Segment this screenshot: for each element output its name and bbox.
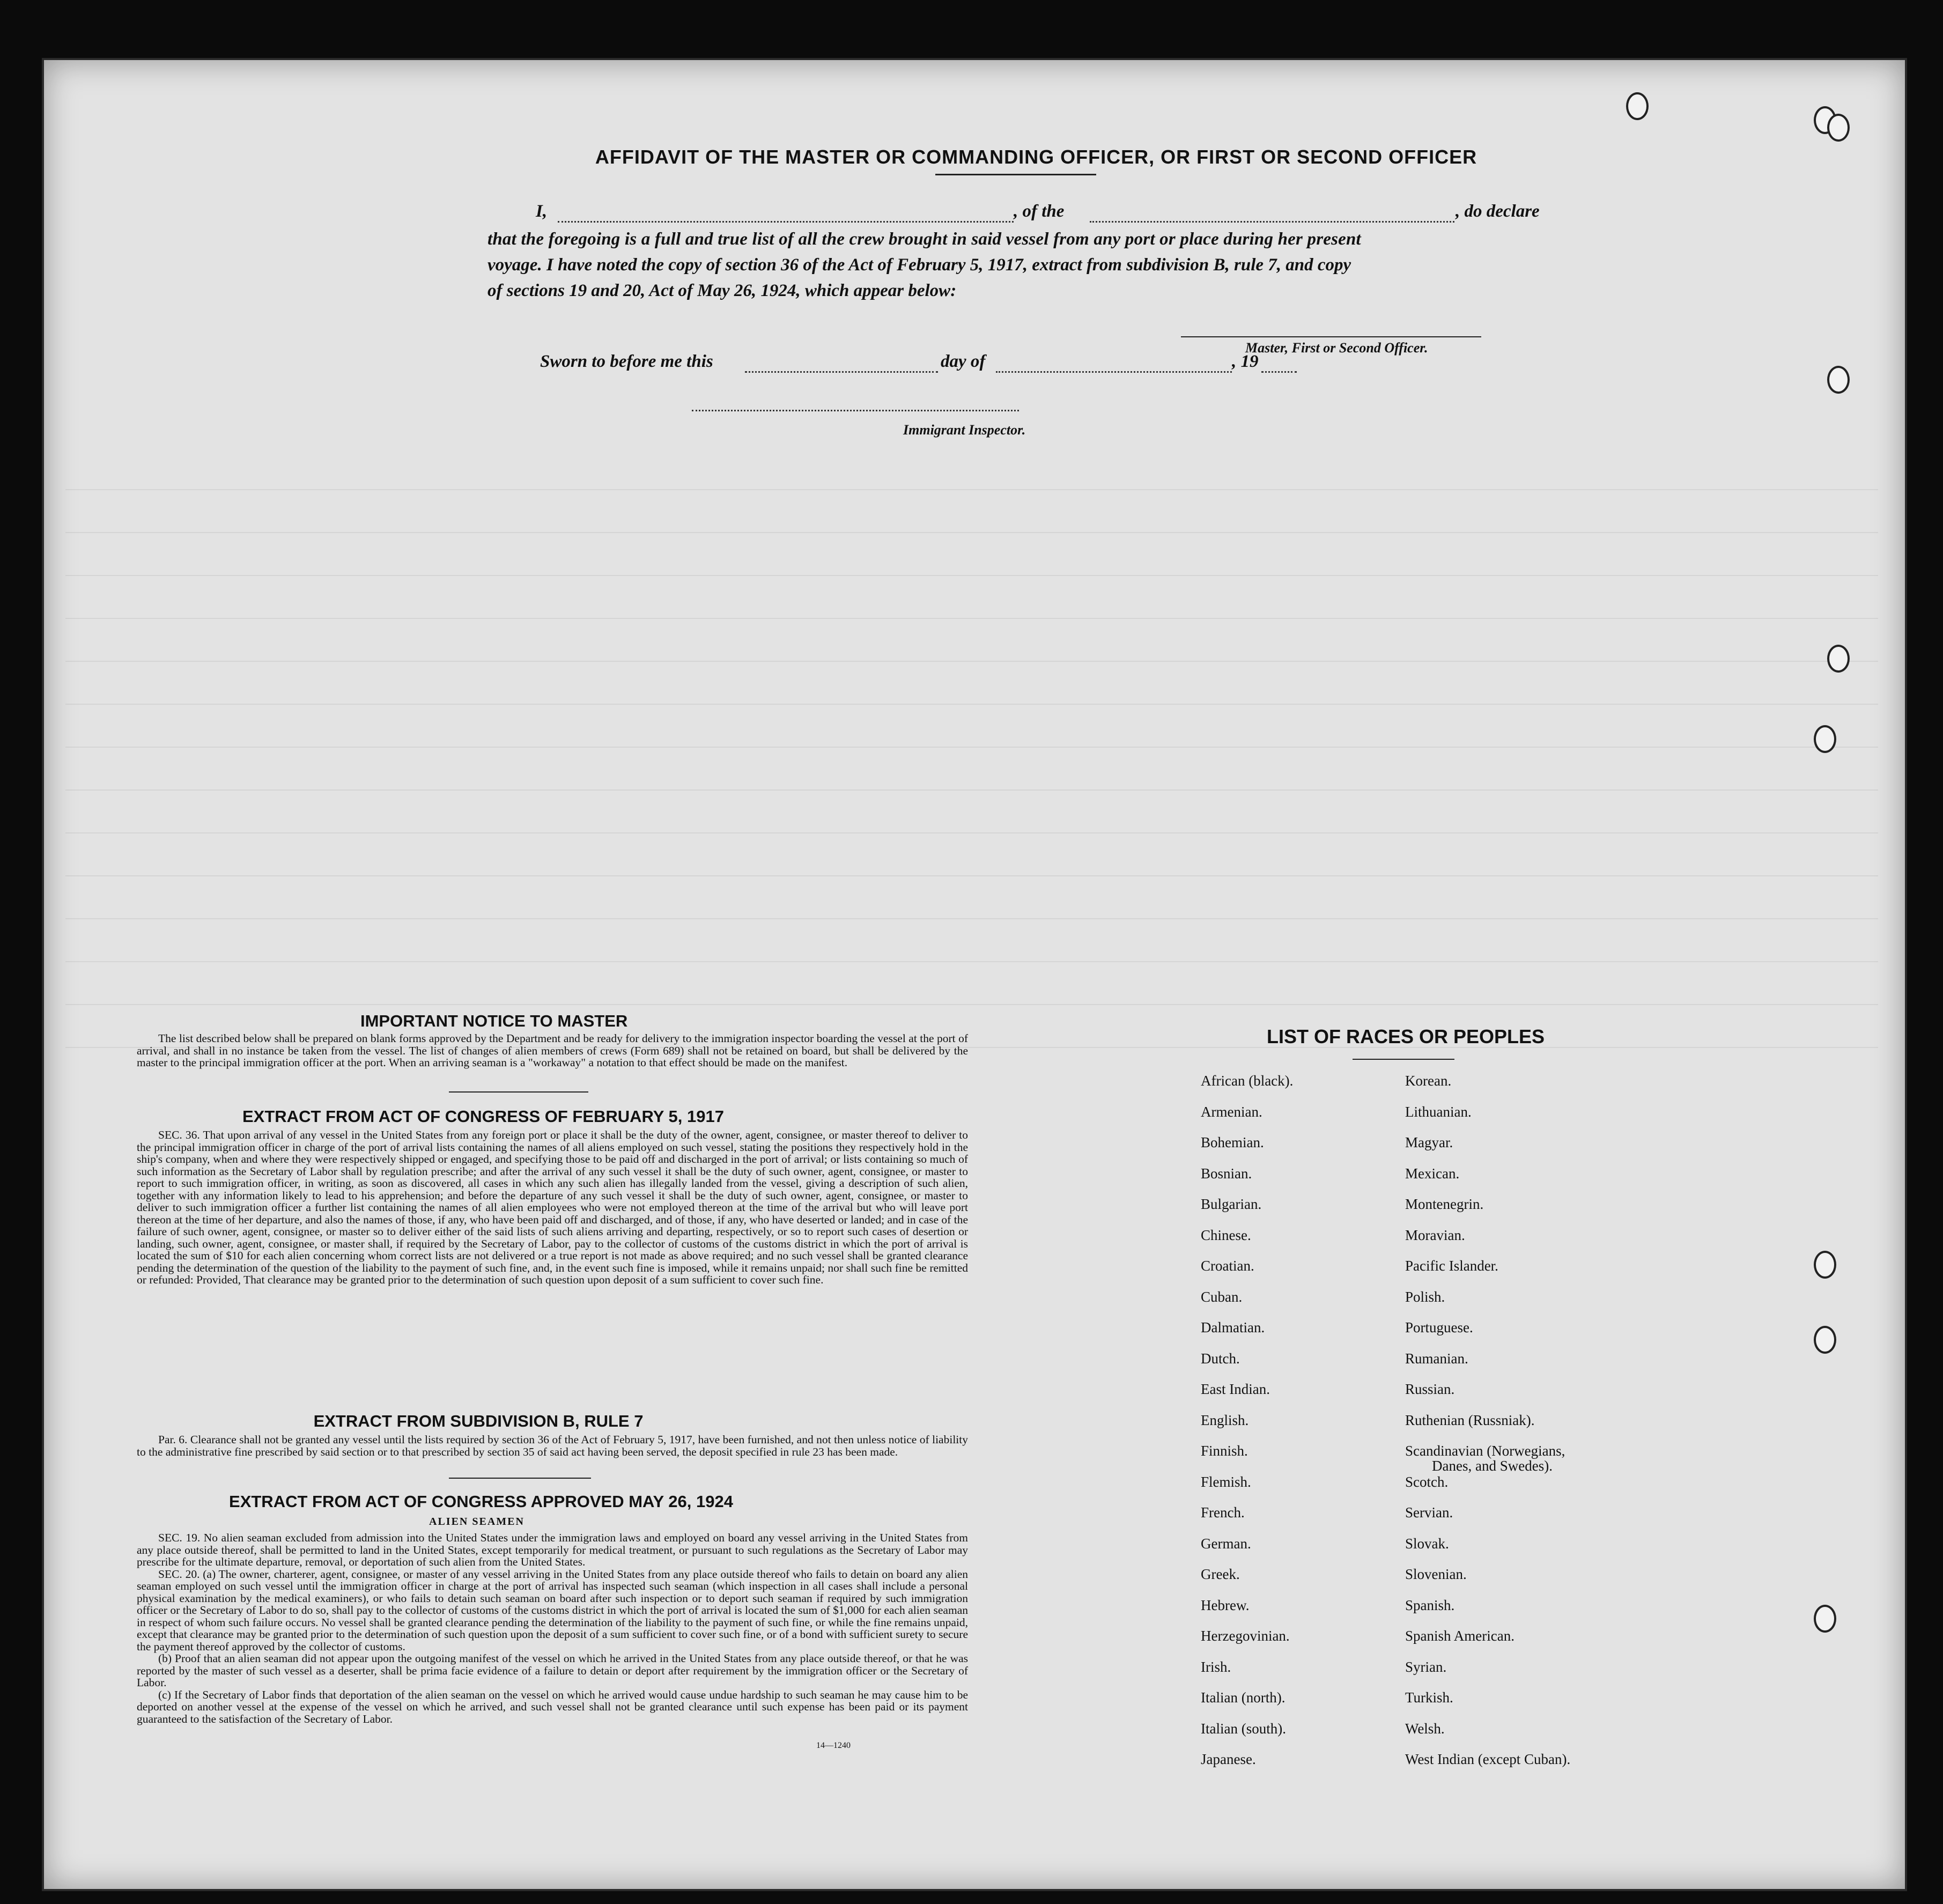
rule7-title: EXTRACT FROM SUBDIVISION B, RULE 7 [313,1412,644,1430]
affidavit-line-1-i: I, [536,202,548,221]
punch-hole [1814,1251,1836,1279]
document-page [42,58,1907,1891]
rule7-text [137,1434,968,1458]
race-item: Slovenian. [1405,1566,1467,1582]
race-item: Montenegrin. [1405,1196,1484,1212]
race-item: East Indian. [1201,1381,1270,1397]
race-item: Korean. [1405,1073,1452,1089]
races-left-column [1201,1073,1293,1782]
section-rule [449,1478,591,1479]
race-item: French. [1201,1504,1245,1521]
vessel-blank[interactable] [1090,221,1454,223]
affidavit-line-1-declare: , do declare [1456,202,1540,221]
race-item: Bosnian. [1201,1165,1252,1182]
race-item: Spanish. [1405,1597,1455,1613]
race-item: Portuguese. [1405,1319,1473,1335]
race-item: Herzegovinian. [1201,1628,1290,1644]
race-item: Turkish. [1405,1689,1453,1706]
punch-hole [1827,366,1850,394]
race-item: Servian. [1405,1504,1453,1521]
affidavit-title: AFFIDAVIT OF THE MASTER OR COMMANDING OFFICER, OR FIRST OR SECOND OFFICER [595,146,1477,168]
signature-line[interactable] [1181,336,1481,337]
extract-1924-title: EXTRACT FROM ACT OF CONGRESS APPROVED MAY 26, 1924 [229,1492,733,1511]
race-item: Slovak. [1405,1535,1449,1552]
race-item: Hebrew. [1201,1597,1250,1613]
race-item: Lithuanian. [1405,1103,1472,1120]
sec36-paragraph: SEC. 36. That upon arrival of any vessel in the United States from any foreign port or place it shall be the duty of the owner, agent, consignee, or master thereof to deliver to the principal immigration officer in charge of the port of arrival lists containing the names of all aliens employed on such vessel, stating the positions they respectively hold in the ship's company, when and where they were respectively shipped or engaged, and specifying those to be paid off and discharged in the port of arrival; or lists containing so much of such information as the Secretary of Labor shall by regulation prescribe; and after the arrival of any such vessel it shall be the duty of such owner, agent, consignee, or master to report to such immigration officer, in writing, as soon as discovered, all cases in which any such alien has illegally landed from the vessel, giving a description of such alien, together with any information likely to lead to his apprehension; and before the departure of any such vessel it shall be the duty of such owner, agent, consignee, or master to deliver to such immigration officer a further list containing the names of all alien employees who were not employed thereon at the time of the arrival but who will leave port thereon at the time of her departure, and also the names of those, if any, who have been paid off and discharged, and of those, if any, who have deserted or landed; and in case of the failure of such owner, agent, consignee, or master so to deliver either of the said lists of such aliens arriving and departing, respectively, or so to report such cases of desertion or landing, such owner, agent, consignee, or master shall, if required by the Secretary of Labor, pay to the collector of customs of the customs district in which the port of arrival is located the sum of $10 for each alien concerning whom correct lists are not delivered or a true report is not made as above required; and no such vessel shall be granted clearance pending the determination of the question of the liability to the payment of such fine, and, in the event such fine is imposed, while it remains unpaid; nor shall such fine be remitted or refunded: Provided, That clearance may be granted prior to the determination of such question upon deposit of a sum sufficient to cover such fine. [137,1128,968,1286]
race-item: Scotch. [1405,1473,1449,1490]
sworn-year-blank[interactable] [1261,371,1297,373]
notice-paragraph: The list described below shall be prepared on blank forms approved by the Department and be ready for delivery to the immigration inspector boarding the vessel at the port of arrival, and shall in no instance be taken from the vessel. The list of changes of alien members of crews (Form 689) shall not be retained on board, but shall be delivered by the master to the principal immigration officer at the port. When an arriving seaman is a "workaway" a notation to that effect should be made on the manifest. [137,1032,968,1069]
punch-hole [1626,92,1649,120]
race-item: Ruthenian (Russniak). [1405,1412,1535,1428]
race-item: Syrian. [1405,1658,1447,1675]
punch-hole [1827,114,1850,142]
inspector-label: Immigrant Inspector. [903,422,1026,438]
affidavit-line-4: of sections 19 and 20, Act of May 26, 1924, which appear below: [487,281,957,300]
races-title-rule [1353,1059,1454,1060]
extract-1917-text [137,1129,968,1286]
punch-hole [1827,645,1850,673]
race-item: Japanese. [1201,1751,1256,1767]
race-item: West Indian (except Cuban). [1405,1751,1571,1767]
race-item: Russian. [1405,1381,1455,1397]
race-item: Danes, and Swedes). [1432,1458,1553,1474]
title-rule [935,174,1096,175]
race-item: Greek. [1201,1566,1240,1582]
section-rule [449,1091,588,1093]
race-item: Italian (south). [1201,1720,1286,1737]
inspector-signature-line[interactable] [692,410,1019,411]
race-item: Flemish. [1201,1473,1251,1490]
race-item: Scandinavian (Norwegians, [1405,1443,1565,1459]
punch-hole [1814,725,1836,753]
affidavit-line-1-of-the: , of the [1014,202,1065,221]
race-item: Finnish. [1201,1443,1248,1459]
rule7-paragraph: Par. 6. Clearance shall not be granted any vessel until the lists required by section 36 of the Act of February 5, 1917, have been furnished, and not then unless notice of liability to the administrative fine prescribed by said section or to that prescribed by section 35 of said act having been served, the deposit specified in rule 23 has been made. [137,1433,968,1458]
race-item: Dalmatian. [1201,1319,1265,1335]
race-item: Bohemian. [1201,1134,1264,1150]
race-item: Moravian. [1405,1227,1465,1243]
sworn-date-blank[interactable] [745,371,938,373]
punch-hole [1814,1326,1836,1354]
sworn-day-of: day of [941,352,986,371]
sworn-prefix: Sworn to before me this [540,352,713,371]
race-item: Rumanian. [1405,1350,1468,1367]
signature-label: Master, First or Second Officer. [1245,340,1428,356]
extract-1924-text [137,1532,968,1725]
race-item: Polish. [1405,1288,1445,1305]
race-item: Chinese. [1201,1227,1251,1243]
notice-text [137,1032,968,1069]
sworn-month-blank[interactable] [996,371,1232,373]
form-number: 14—1240 [816,1741,851,1750]
sworn-year: , 19 [1232,352,1259,371]
race-item: Irish. [1201,1658,1231,1675]
alien-seamen-subtitle: ALIEN SEAMEN [429,1516,524,1527]
races-title: LIST OF RACES OR PEOPLES [1267,1025,1545,1047]
race-item: Cuban. [1201,1288,1243,1305]
affidavit-line-2: that the foregoing is a full and true list of all the crew brought in said vessel from any port or place during her present [487,230,1361,249]
affidavit-line-3: voyage. I have noted the copy of section 36 of the Act of February 5, 1917, extract from subdivision B, rule 7, and copy [487,255,1351,275]
race-item: African (black). [1201,1073,1294,1089]
punch-hole [1814,1605,1836,1633]
race-item: Spanish American. [1405,1628,1514,1644]
race-item: Italian (north). [1201,1689,1286,1706]
sec20a-paragraph: SEC. 20. (a) The owner, charterer, agent, consignee, or master of any vessel arriving in the United States from any place outside thereof who fails to detain on board any alien seaman employed on such vessel until the immigration officer in charge at the port of arrival has inspected such seaman (which inspection in all cases shall include a personal physical examination by the medical examiners), or who fails to detain such seaman on board after such inspection or to deport such seaman if required by such immigration officer or the Secretary of Labor to do so, shall pay to the collector of customs of the customs district in which the port of arrival is located the sum of $1,000 for each alien seaman in respect of whom such failure occurs. No vessel shall be granted clearance pending the determination of the liability to the payment of such fine, or while the fine remains unpaid, except that clearance may be granted prior to the determination of such question upon the deposit of a sum sufficient to cover such fine, or of a bond with sufficient surety to secure the payment thereof approved by the collector of customs. [137,1567,968,1653]
race-item: English. [1201,1412,1249,1428]
race-item: Dutch. [1201,1350,1240,1367]
races-right-column [1405,1073,1570,1782]
race-item: Magyar. [1405,1134,1453,1150]
race-item: German. [1201,1535,1251,1552]
extract-1917-title: EXTRACT FROM ACT OF CONGRESS OF FEBRUARY 5, 1917 [242,1107,724,1126]
race-item: Bulgarian. [1201,1196,1262,1212]
race-item: Pacific Islander. [1405,1258,1498,1274]
name-blank[interactable] [558,221,1014,223]
race-item: Croatian. [1201,1258,1254,1274]
race-item: Mexican. [1405,1165,1460,1182]
sec19-paragraph: SEC. 19. No alien seaman excluded from admission into the United States under the immigration laws and employed on board any vessel arriving in the United States from any place outside thereof, shall be permitted to land in the United States, except temporarily for medical treatment, or pursuant to such regulations as the Secretary of Labor may prescribe for the ultimate departure, removal, or deportation of such alien from the United States. [137,1531,968,1568]
sec20b-paragraph: (b) Proof that an alien seaman did not appear upon the outgoing manifest of the vessel on which he arrived in the United States from any place outside thereof, or that he was reported by the master of such vessel as a deserter, shall be prima facie evidence of a failure to detain or deport after requirement by the immigration officer or the Secretary of Labor. [137,1652,968,1689]
race-item: Welsh. [1405,1720,1445,1737]
sec20c-paragraph: (c) If the Secretary of Labor finds that deportation of the alien seaman on the vessel on which he arrived would cause undue hardship to such seaman he may cause him to be deported on another vessel at the expense of the vessel on which he arrived, and such vessel shall not be granted clearance until such expense has been paid or its payment guaranteed to the satisfaction of the Secretary of Labor. [137,1688,968,1725]
notice-title: IMPORTANT NOTICE TO MASTER [360,1012,628,1030]
race-item: Armenian. [1201,1103,1262,1120]
